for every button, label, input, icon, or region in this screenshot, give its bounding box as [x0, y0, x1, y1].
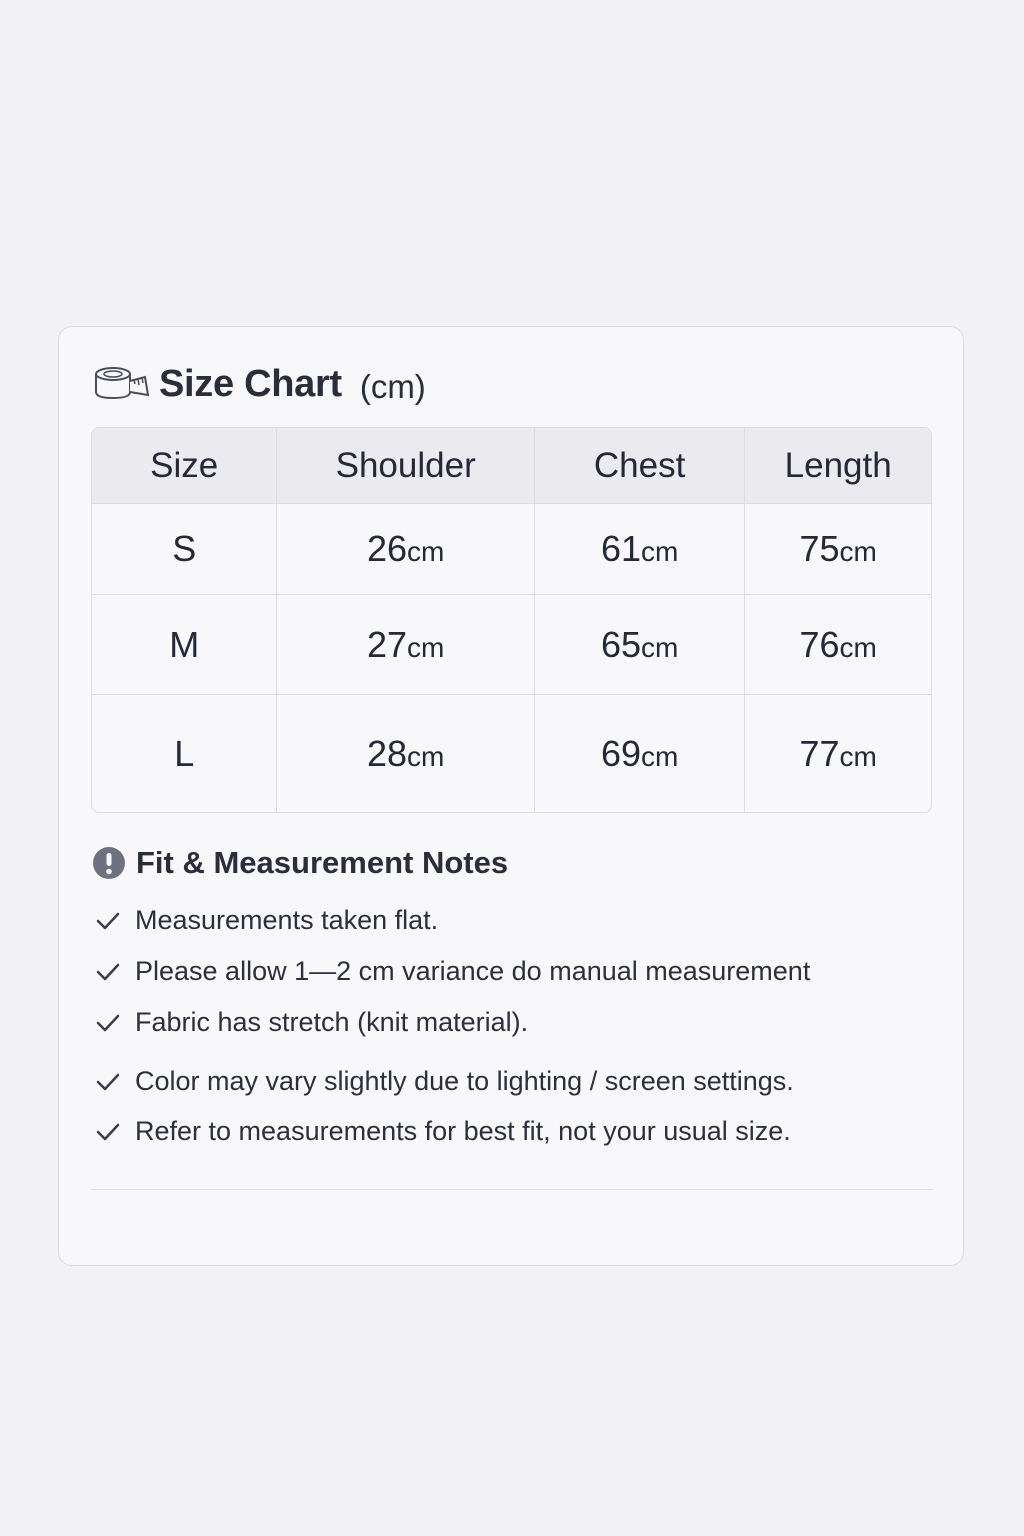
exclamation-circle-icon — [92, 846, 126, 880]
note-text: Please allow 1—2 cm variance do manual measurement — [135, 956, 811, 986]
unit-label: cm — [839, 740, 877, 772]
list-item — [95, 1116, 791, 1147]
list-item — [95, 1066, 794, 1097]
shoulder-value: 26 — [366, 528, 408, 569]
notes-header — [92, 845, 508, 881]
column-header-chest: Chest — [535, 428, 745, 504]
unit-label: cm — [839, 536, 877, 567]
table-header-row — [92, 428, 931, 504]
checkmark-icon — [95, 1121, 121, 1143]
size-cell: M — [92, 595, 277, 695]
length-value: 76 — [799, 623, 840, 665]
note-text: Refer to measurements for best fit, not your usual size. — [135, 1116, 791, 1146]
chest-cell — [535, 695, 745, 812]
shoulder-value: 27 — [366, 623, 408, 665]
size-chart-unit: (cm) — [359, 368, 426, 405]
size-cell: S — [92, 504, 277, 595]
checkmark-icon — [95, 910, 121, 932]
length-cell — [745, 504, 931, 595]
list-item — [95, 1007, 528, 1038]
checkmark-icon — [95, 1071, 121, 1093]
table-row — [92, 695, 931, 812]
notes-title: Fit & Measurement Notes — [136, 845, 509, 880]
note-text: Color may vary slightly due to lighting / screen settings. — [135, 1066, 794, 1096]
unit-label: cm — [640, 536, 679, 567]
shoulder-cell — [277, 504, 534, 595]
size-cell: L — [92, 695, 277, 812]
chest-cell — [535, 595, 745, 695]
length-cell — [745, 595, 931, 695]
size-table — [91, 427, 932, 813]
divider — [91, 1189, 933, 1190]
column-header-size: Size — [92, 428, 277, 504]
table-row — [92, 595, 931, 695]
shoulder-cell — [277, 695, 534, 812]
measuring-tape-icon — [93, 365, 151, 403]
length-cell — [745, 695, 931, 812]
note-text: Measurements taken flat. — [135, 905, 439, 935]
list-item — [95, 905, 438, 936]
size-chart-card — [58, 326, 964, 1266]
chest-value: 69 — [600, 732, 641, 774]
unit-label: cm — [407, 631, 445, 663]
checkmark-icon — [95, 1012, 121, 1034]
unit-label: cm — [407, 740, 445, 772]
unit-label: cm — [839, 631, 877, 663]
size-chart-header — [93, 359, 426, 409]
column-header-shoulder: Shoulder — [277, 428, 534, 504]
unit-label: cm — [640, 740, 679, 772]
length-value: 75 — [799, 528, 840, 569]
chest-value: 61 — [600, 528, 641, 569]
chest-cell — [535, 504, 745, 595]
size-chart-title: Size Chart — [159, 362, 342, 405]
unit-label: cm — [640, 631, 679, 663]
chest-value: 65 — [600, 623, 641, 665]
shoulder-cell — [277, 595, 534, 695]
table-row — [92, 504, 931, 595]
length-value: 77 — [799, 732, 840, 774]
shoulder-value: 28 — [366, 732, 408, 774]
column-header-length: Length — [745, 428, 931, 504]
checkmark-icon — [95, 961, 121, 983]
list-item — [95, 956, 810, 987]
note-text: Fabric has stretch (knit material). — [135, 1007, 529, 1037]
unit-label: cm — [407, 536, 445, 567]
